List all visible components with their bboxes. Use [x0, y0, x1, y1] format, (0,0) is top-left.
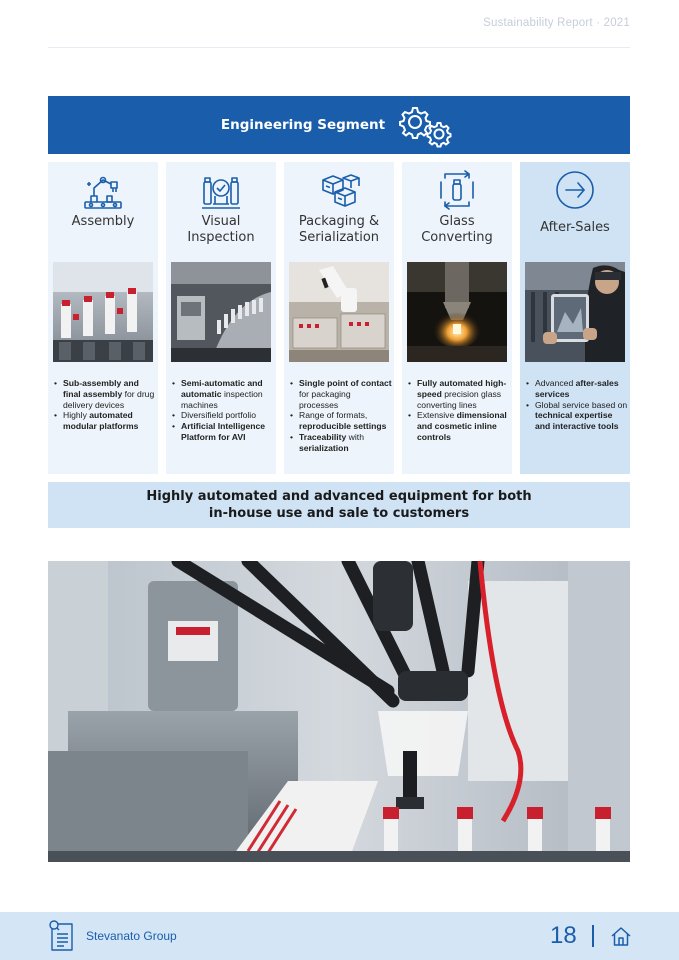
glass-convert-icon	[435, 168, 479, 212]
list-item: • Diversifield portfolio	[171, 410, 274, 421]
column-title: Packaging & Serialization	[298, 214, 380, 245]
vials-check-icon	[199, 168, 243, 212]
column-after-sales	[520, 162, 630, 474]
list-item: • Global service based on technical expertise and interactive tools	[525, 400, 628, 432]
column-title: Visual Inspection	[187, 214, 255, 245]
column-glass-converting	[402, 162, 512, 474]
tagline-line-1: Highly automated and advanced equipment for both	[146, 489, 532, 504]
list-item: • Single point of contact for packaging processes	[289, 378, 392, 410]
list-item: • Range of formats, reproducible settings	[289, 410, 392, 432]
glass-converting-photo	[407, 262, 507, 362]
tagline-box	[48, 482, 630, 528]
tagline	[146, 488, 531, 522]
boxes-icon	[317, 168, 361, 212]
tagline-line-2: in-house use and sale to customers	[208, 506, 470, 521]
list-item: • Sub-assembly and final assembly for drug delivery devices	[53, 378, 156, 410]
report-document-icon	[48, 920, 76, 952]
list-item: • Fully automated high-speed precision glass converting lines	[407, 378, 510, 410]
main-robot-photo	[48, 561, 630, 862]
packaging-photo	[289, 262, 389, 362]
column-visual-inspection	[166, 162, 276, 474]
visual-inspection-photo	[171, 262, 271, 362]
page-number: 18	[550, 922, 577, 949]
gears-icon	[393, 102, 457, 148]
column-assembly	[48, 162, 158, 474]
home-icon[interactable]	[610, 925, 632, 947]
column-packaging-serialization	[284, 162, 394, 474]
robot-arm-icon	[81, 168, 125, 212]
list-item: • Highly automated modular platforms	[53, 410, 156, 432]
segment-title: Engineering Segment	[220, 117, 386, 133]
company-name: Stevanato Group	[86, 929, 177, 943]
column-title: Glass Converting	[421, 214, 493, 245]
after-sales-photo	[525, 262, 625, 362]
list-item: • Traceability with serialization	[289, 432, 392, 454]
packaging-bullets	[289, 378, 392, 454]
arrow-circle-icon	[553, 168, 597, 212]
list-item: • Semi-automatic and automatic inspection machines	[171, 378, 274, 410]
after-sales-bullets	[525, 378, 628, 432]
service-columns	[48, 162, 630, 474]
assembly-bullets	[53, 378, 156, 432]
footer-divider	[592, 925, 594, 947]
column-title: After-Sales	[540, 220, 610, 235]
visual-inspection-bullets	[171, 378, 274, 443]
glass-converting-bullets	[407, 378, 510, 443]
list-item: • Extensive dimensional and cosmetic inline controls	[407, 410, 510, 442]
report-header: Sustainability Report · 2021	[483, 17, 630, 29]
list-item: • Advanced after-sales services	[525, 378, 628, 400]
assembly-photo	[53, 262, 153, 362]
list-item: • Artificial Intelligence Platform for AVI	[171, 421, 274, 443]
column-title: Assembly	[71, 214, 135, 229]
segment-banner	[48, 96, 630, 154]
header-divider	[48, 47, 630, 48]
page-footer	[0, 912, 679, 960]
